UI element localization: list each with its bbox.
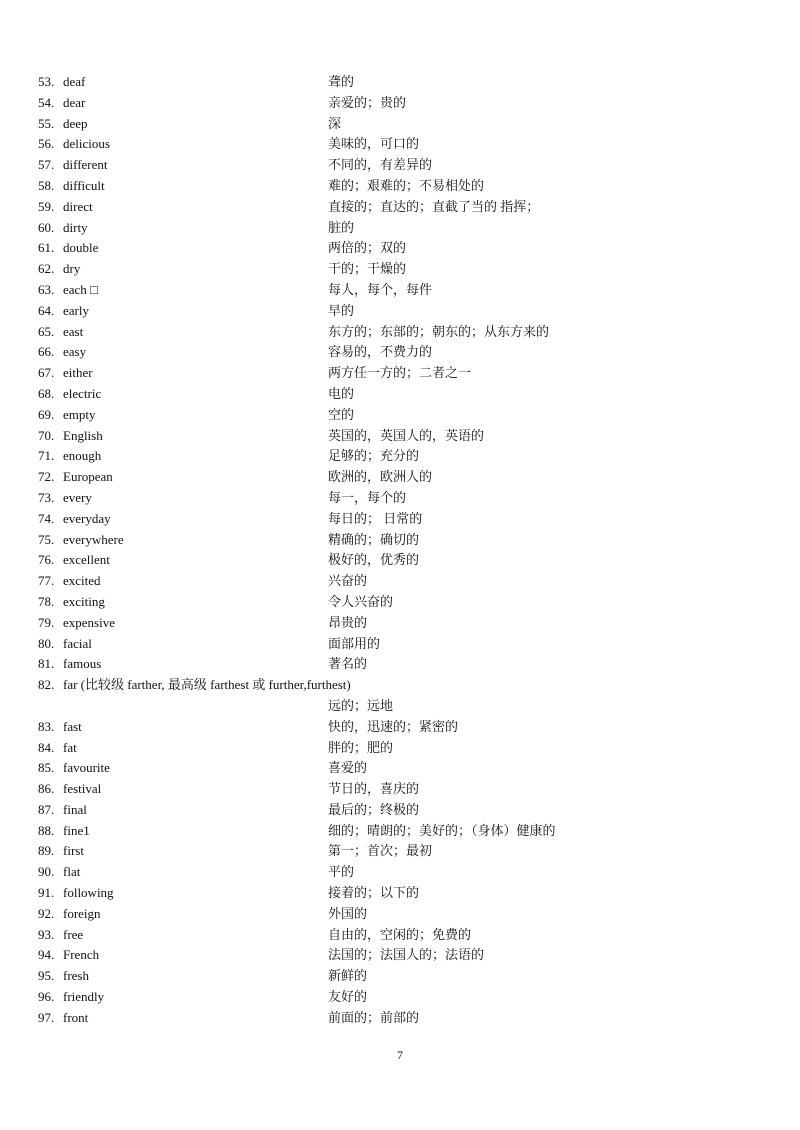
entry-meaning: 欧洲的，欧洲人的 [328,469,433,485]
entry-number: 89. [38,843,55,859]
entry-meaning: 远的；远地 [328,697,394,713]
entry-number: 80. [38,635,55,651]
entry-meaning: 聋的 [328,74,355,89]
entry-word: enough [63,448,102,464]
entry-meaning: 兴奋的 [328,573,368,589]
vocab-entry [38,821,758,842]
entry-meaning: 法国的；法国人的；法语的 [328,947,485,963]
entry-word: European [63,469,113,485]
vocab-entry [38,654,758,675]
vocab-entry [38,176,758,197]
vocab-entry-continuation [38,696,758,717]
entry-word: everywhere [63,531,124,547]
entry-meaning: 昂贵的 [328,614,368,630]
entry-word: first [63,843,84,859]
entry-meaning: 节日的，喜庆的 [328,781,420,797]
entry-number: 90. [38,864,55,880]
entry-meaning: 每人，每个，每件 [328,281,433,297]
entry-number: 59. [38,198,55,214]
entry-meaning: 空的 [328,406,355,422]
entry-word: difficult [63,177,105,193]
entry-number: 93. [38,926,55,942]
entry-meaning: 亲爱的；贵的 [328,94,407,110]
entry-word: deep [63,115,88,131]
entry-word: every [63,489,92,505]
entry-meaning: 第一；首次；最初 [328,843,433,859]
entry-word: fresh [63,968,89,984]
entry-meaning: 极好的，优秀的 [328,552,420,568]
entry-word: dirty [63,219,88,235]
entry-meaning: 每日的； 日常的 [328,510,423,526]
entry-word: everyday [63,510,111,526]
entry-number: 64. [38,302,55,318]
vocab-entry [38,114,758,135]
entry-word: foreign [63,905,101,921]
entry-meaning: 难的；艰难的；不易相处的 [328,177,485,193]
entry-meaning: 细的；晴朗的；美好的；（身体）健康的 [328,822,556,838]
entry-meaning: 令人兴奋的 [328,593,394,609]
entry-number: 75. [38,531,55,547]
entry-meaning: 外国的 [328,905,368,921]
entry-meaning: 干的；干燥的 [328,261,407,277]
entry-word: electric [63,385,102,401]
entry-meaning: 不同的，有差异的 [328,157,433,173]
entry-number: 87. [38,801,55,817]
vocab-entry [38,571,758,592]
entry-number: 71. [38,448,55,464]
entry-word: French [63,947,100,963]
vocab-entry [38,93,758,114]
entry-number: 60. [38,219,55,235]
vocab-entry [38,800,758,821]
entry-meaning: 面部用的 [328,635,381,651]
vocab-entry [38,280,758,301]
vocab-entry [38,966,758,987]
entry-word: festival [63,781,102,797]
entry-number: 67. [38,365,55,381]
entry-number: 77. [38,573,55,589]
entry-number: 72. [38,469,55,485]
entry-number: 88. [38,822,55,838]
entry-number: 73. [38,489,55,505]
entry-meaning: 美味的，可口的 [328,136,420,152]
entry-meaning: 脏的 [328,219,355,235]
entry-meaning: 喜爱的 [328,760,368,776]
entry-word: early [63,302,89,318]
vocab-entry [38,550,758,571]
entry-word: favourite [63,760,110,776]
entry-number: 76. [38,552,55,568]
entry-word: flat [63,864,81,880]
entry-meaning: 电的 [328,385,355,401]
entry-word: free [63,926,84,942]
entry-meaning: 接着的；以下的 [328,885,420,901]
vocab-entry [38,405,758,426]
entry-word: friendly [63,989,105,1005]
vocab-entry [38,904,758,925]
entry-number: 56. [38,136,55,152]
entry-word: fine1 [63,822,90,838]
entry-meaning: 新鲜的 [328,968,368,984]
vocab-entry [38,841,758,862]
vocab-entry [38,301,758,322]
vocab-entry [38,738,758,759]
vocab-entry [38,613,758,634]
vocab-entry [38,238,758,259]
entry-number: 65. [38,323,55,339]
vocab-entry [38,363,758,384]
entry-word: easy [63,344,87,360]
entry-number: 92. [38,905,55,921]
entry-word: front [63,1009,89,1025]
vocab-entry [38,675,758,696]
vocab-entry [38,779,758,800]
entry-word: fat [63,739,77,755]
vocab-entry [38,592,758,613]
entry-word: each □ [63,281,98,297]
entry-meaning: 直接的；直达的；直截了当的 指挥； [328,198,540,214]
entry-word: excellent [63,552,110,568]
entry-word: direct [63,198,93,214]
vocab-entry [38,945,758,966]
entry-meaning: 足够的；充分的 [328,448,420,464]
entry-number: 58. [38,177,55,193]
entry-meaning: 最后的；终极的 [328,801,420,817]
vocab-entry [38,509,758,530]
entry-word: final [63,801,87,817]
vocab-entry [38,925,758,946]
vocab-entry [38,259,758,280]
vocab-entry [38,987,758,1008]
entry-meaning: 自由的，空闲的；免费的 [328,926,472,942]
entry-number: 95. [38,968,55,984]
entry-number: 86. [38,781,55,797]
vocab-entry [38,530,758,551]
entry-number: 55. [38,115,55,131]
vocab-entry [38,197,758,218]
entry-number: 74. [38,510,55,526]
entry-word: exciting [63,593,105,609]
page-number: 7 [397,1048,403,1062]
entry-meaning: 快的，迅速的；紧密的 [328,718,459,734]
entry-number: 70. [38,427,55,443]
entry-word: famous [63,656,102,672]
entry-meaning: 深 [328,115,342,131]
entry-word: dry [63,261,81,277]
entry-word: deaf [63,74,86,89]
entry-number: 61. [38,240,55,256]
vocab-entry [38,446,758,467]
entry-number: 83. [38,718,55,734]
entry-meaning: 东方的；东部的；朝东的；从东方来的 [328,323,550,339]
vocab-entry [38,467,758,488]
vocab-entry [38,322,758,343]
entry-word: empty [63,406,96,422]
vocab-entry [38,218,758,239]
entry-number: 54. [38,94,55,110]
entry-word: facial [63,635,92,651]
vocab-entry [38,862,758,883]
entry-meaning: 每一，每个的 [328,489,407,505]
entry-word: fast [63,718,82,734]
entry-word: expensive [63,614,115,630]
entry-meaning: 英国的，英国人的，英语的 [328,427,485,443]
entry-meaning: 两方任一方的；二者之一 [328,365,472,381]
entry-meaning: 平的 [328,864,355,880]
entry-word: dear [63,94,86,110]
vocab-entry [38,717,758,738]
entry-number: 82. [38,677,55,693]
entry-number: 69. [38,406,55,422]
entry-number: 62. [38,261,55,277]
entry-number: 85. [38,760,55,776]
entry-meaning: 胖的；肥的 [328,739,394,755]
entry-word: excited [63,573,101,589]
entry-number: 78. [38,593,55,609]
vocab-entry [38,758,758,779]
entry-number: 81. [38,656,55,672]
entry-word: either [63,365,93,381]
entry-meaning: 早的 [328,302,355,318]
vocab-entry [38,384,758,405]
entry-number: 91. [38,885,55,901]
entry-number: 94. [38,947,55,963]
entry-word: different [63,157,108,173]
entry-meaning: 著名的 [328,656,368,672]
entry-word: English [63,427,103,443]
vocab-entry [38,134,758,155]
entry-meaning: 精确的；确切的 [328,531,420,547]
entry-number: 63. [38,281,55,297]
vocab-entry [38,426,758,447]
entry-number: 79. [38,614,55,630]
entry-meaning: 容易的，不费力的 [328,344,433,360]
entry-word: following [63,885,114,901]
entry-number: 66. [38,344,55,360]
vocab-entry [38,72,758,93]
entry-number: 97. [38,1009,55,1025]
entry-meaning: 两倍的；双的 [328,240,407,256]
vocab-entry [38,488,758,509]
vocab-entry [38,883,758,904]
vocab-entry [38,634,758,655]
entry-number: 53. [38,74,55,89]
entry-word: east [63,323,84,339]
entry-word: far (比较级 farther, 最高级 farthest 或 further,furthest) [63,677,351,693]
vocab-entry [38,342,758,363]
entry-word: delicious [63,136,110,152]
entry-meaning: 友好的 [328,989,368,1005]
entry-word: double [63,240,99,256]
vocabulary-list [38,72,758,1029]
entry-number: 57. [38,157,55,173]
entry-number: 96. [38,989,55,1005]
vocab-entry [38,1008,758,1029]
entry-meaning: 前面的；前部的 [328,1009,420,1025]
entry-number: 68. [38,385,55,401]
entry-number: 84. [38,739,55,755]
vocab-entry [38,155,758,176]
